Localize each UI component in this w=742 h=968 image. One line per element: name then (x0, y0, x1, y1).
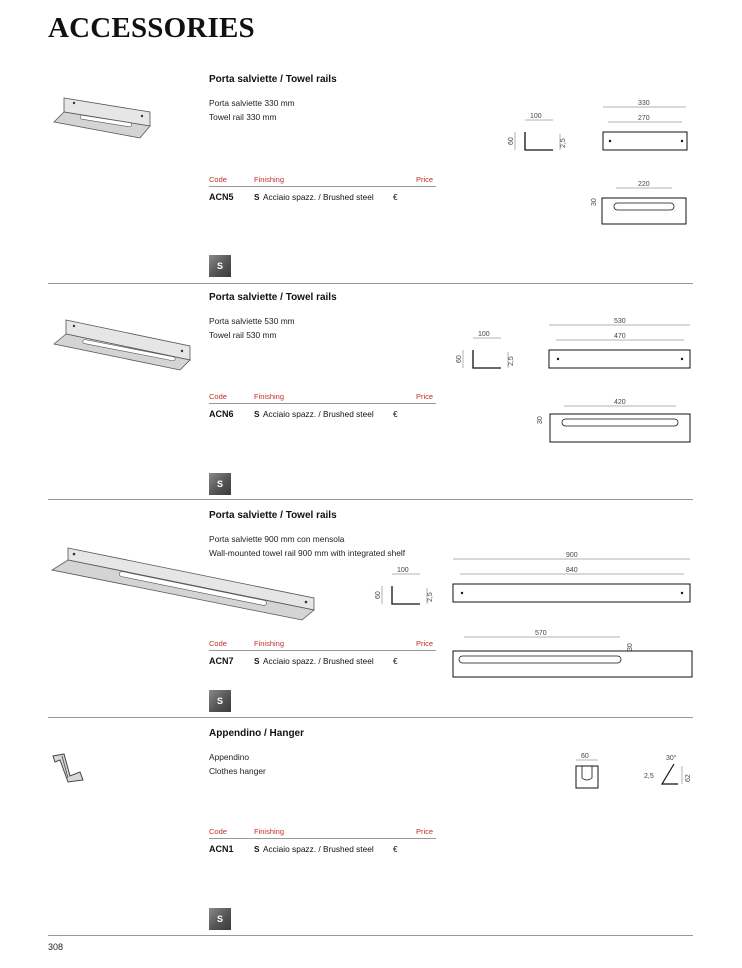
section-divider (48, 717, 693, 718)
product-heading: Porta salviette / Towel rails (209, 74, 337, 85)
description-english: Clothes hanger (209, 766, 266, 776)
dim-thickness: 2,5 (560, 138, 567, 148)
dim-profile-width: 100 (478, 331, 490, 338)
hanger-front-drawing (570, 748, 604, 792)
finish-code: S (254, 192, 260, 202)
front-view-drawing (598, 96, 694, 154)
price-value: € (393, 844, 398, 854)
table-header (209, 638, 436, 651)
dim-slot-length: 420 (614, 399, 626, 406)
description-italian: Porta salviette 330 mm (209, 98, 295, 108)
dim-hanger-height: 62 (685, 774, 692, 782)
finish-swatch: S (209, 908, 231, 930)
product-heading: Porta salviette / Towel rails (209, 292, 337, 303)
dim-slot-height: 30 (591, 198, 598, 206)
price-column-header: Price (416, 639, 434, 648)
price-column-header: Price (416, 175, 434, 184)
dim-slot-length: 570 (535, 630, 547, 637)
section-divider (48, 935, 693, 936)
profile-drawing (505, 110, 575, 155)
finishing-column-header: Finishing (254, 392, 285, 401)
product-description (209, 750, 266, 778)
dim-hole-spacing: 840 (566, 567, 578, 574)
finish-swatch: S (209, 473, 231, 495)
product-description (209, 532, 405, 560)
dim-total-length: 330 (638, 100, 650, 107)
towel-rail-330-image (50, 94, 160, 144)
dim-hole-spacing: 470 (614, 333, 626, 340)
description-english: Wall-mounted towel rail 900 mm with integrated shelf (209, 548, 406, 558)
dim-thickness: 2,5 (508, 356, 515, 366)
price-value: € (393, 656, 398, 666)
finish-label: Acciaio spazz. / Brushed steel (263, 409, 374, 419)
front-view-drawing (448, 548, 694, 606)
dim-total-length: 900 (566, 552, 578, 559)
code-column-header: Code (209, 639, 227, 648)
product-description (209, 96, 295, 124)
dim-slot-height: 30 (537, 416, 544, 424)
finish-code: S (254, 844, 260, 854)
slot-view-drawing (588, 176, 694, 228)
slot-view-drawing (534, 394, 694, 446)
product-heading: Appendino / Hanger (209, 728, 304, 739)
finishing-column-header: Finishing (254, 639, 285, 648)
slot-view-drawing (450, 625, 694, 681)
dim-hanger-angle: 30° (666, 755, 677, 762)
finish-swatch: S (209, 255, 231, 277)
product-code: ACN5 (209, 192, 234, 202)
table-header (209, 391, 436, 404)
dim-profile-height: 60 (508, 137, 515, 145)
dim-hole-spacing: 270 (638, 115, 650, 122)
section-divider (48, 499, 693, 500)
finish-code: S (254, 656, 260, 666)
clothes-hanger-image (50, 750, 86, 784)
description-english: Towel rail 330 mm (209, 112, 277, 122)
dim-hanger-width: 60 (581, 753, 589, 760)
profile-drawing (453, 328, 523, 373)
dim-thickness: 2,5 (427, 592, 434, 602)
finish-label: Acciaio spazz. / Brushed steel (263, 192, 374, 202)
price-column-header: Price (416, 392, 434, 401)
table-header (209, 826, 436, 839)
section-divider (48, 283, 693, 284)
product-description (209, 314, 295, 342)
finish-label: Acciaio spazz. / Brushed steel (263, 844, 374, 854)
page-number: 308 (48, 942, 64, 952)
dim-slot-length: 220 (638, 181, 650, 188)
price-column-header: Price (416, 827, 434, 836)
table-header (209, 174, 436, 187)
dim-profile-height: 60 (375, 591, 382, 599)
finish-code: S (254, 409, 260, 419)
product-code: ACN7 (209, 656, 234, 666)
finishing-column-header: Finishing (254, 827, 285, 836)
price-value: € (393, 192, 398, 202)
towel-rail-530-image (48, 316, 198, 372)
profile-drawing (372, 564, 442, 609)
product-code: ACN6 (209, 409, 234, 419)
dim-profile-width: 100 (530, 113, 542, 120)
description-italian: Porta salviette 530 mm (209, 316, 295, 326)
dim-profile-width: 100 (397, 567, 409, 574)
product-heading: Porta salviette / Towel rails (209, 510, 337, 521)
code-column-header: Code (209, 175, 227, 184)
finish-swatch: S (209, 690, 231, 712)
front-view-drawing (544, 314, 694, 372)
finish-label: Acciaio spazz. / Brushed steel (263, 656, 374, 666)
dim-hanger-thickness: 2,5 (644, 773, 654, 780)
description-italian: Porta salviette 900 mm con mensola (209, 534, 345, 544)
hanger-side-drawing (640, 748, 700, 792)
product-code: ACN1 (209, 844, 234, 854)
description-italian: Appendino (209, 752, 250, 762)
price-value: € (393, 409, 398, 419)
code-column-header: Code (209, 827, 227, 836)
finishing-column-header: Finishing (254, 175, 285, 184)
code-column-header: Code (209, 392, 227, 401)
dim-total-length: 530 (614, 318, 626, 325)
dim-slot-height: 30 (627, 643, 634, 651)
description-english: Towel rail 530 mm (209, 330, 277, 340)
page-title: ACCESSORIES (48, 12, 255, 44)
dim-profile-height: 60 (456, 355, 463, 363)
